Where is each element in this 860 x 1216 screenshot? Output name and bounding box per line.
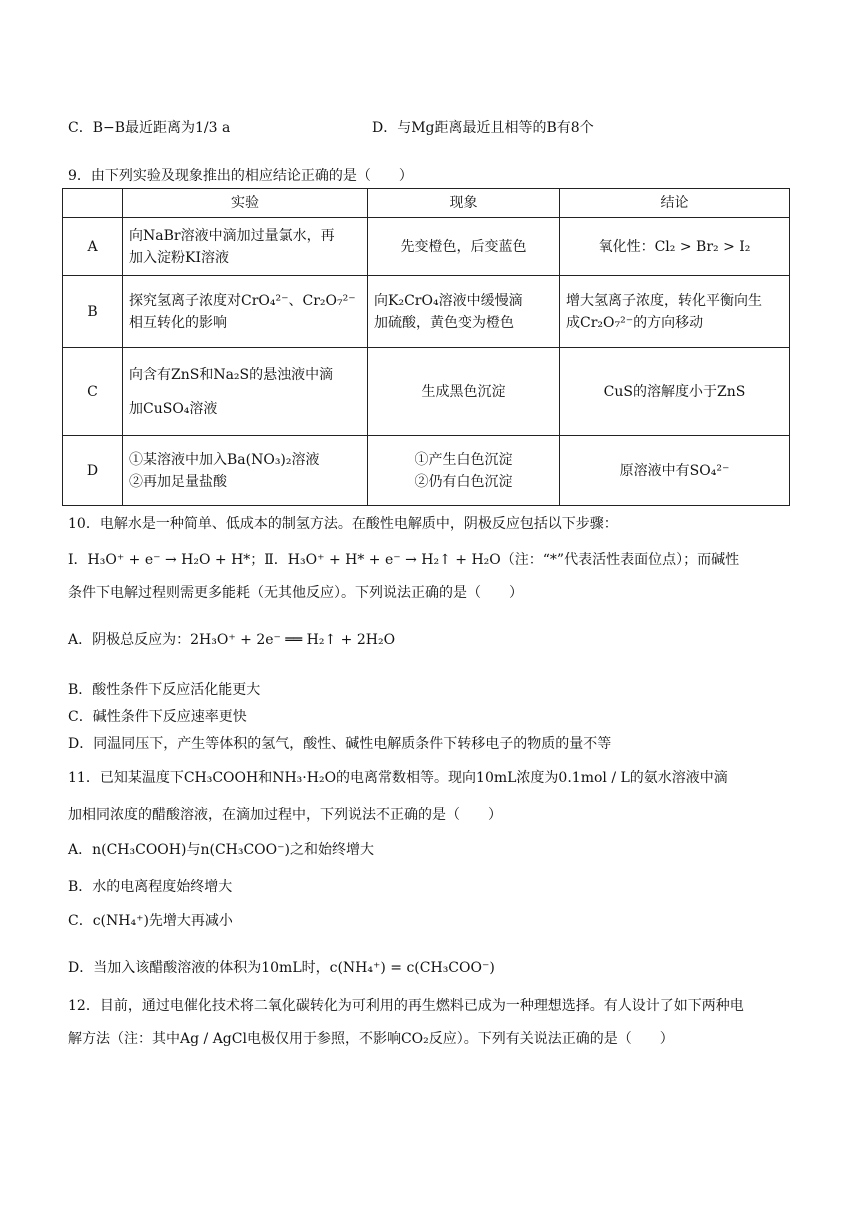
row-label: A	[63, 218, 123, 276]
cell-line: 成Cr₂O₇²⁻的方向移动	[566, 314, 704, 331]
q11-option-b: B．水的电离程度始终增大	[68, 879, 233, 895]
cell-line: 向含有ZnS和Na₂S的悬浊液中滴	[129, 366, 334, 383]
cell-line: 向K₂CrO₄溶液中缓慢滴	[374, 292, 523, 309]
cell-line: 先变橙色，后变蓝色	[400, 238, 527, 255]
conclusion-cell	[560, 276, 790, 348]
q10-stem-line2: Ⅰ．H₃O⁺ + e⁻ → H₂O + H*；Ⅱ．H₃O⁺ + H* + e⁻ → H₂↑ + H₂O（注：“*”代表活性表面位点）；而碱性	[68, 552, 740, 568]
cell-line: ②仍有白色沉淀	[414, 473, 513, 490]
cell-line: 相互转化的影响	[129, 314, 227, 331]
cell-line: 加入淀粉KI溶液	[129, 249, 229, 266]
header-conclusion: 结论	[560, 189, 790, 218]
cell-line: ①产生白色沉淀	[414, 451, 513, 468]
header-experiment: 实验	[123, 189, 368, 218]
q11-option-c: C．c(NH₄⁺)先增大再减小	[68, 913, 233, 929]
row-label: B	[63, 276, 123, 348]
table-row	[63, 218, 790, 276]
q10-option-c: C．碱性条件下反应速率更快	[68, 709, 247, 725]
q11-option-a: A．n(CH₃COOH)与n(CH₃COO⁻)之和始终增大	[68, 842, 374, 858]
q10-stem-line1: 10．电解水是一种简单、低成本的制氢方法。在酸性电解质中，阴极反应包括以下步骤：	[68, 516, 618, 532]
q12-stem-line2: 解方法（注：其中Ag / AgCl电极仅用于参照，不影响CO₂反应）。下列有关说法正确的是（ ）	[68, 1031, 674, 1047]
q12-stem-line1: 12．目前，通过电催化技术将二氧化碳转化为可利用的再生燃料已成为一种理想选择。有人设计了如下两种电	[68, 998, 744, 1014]
header-phenomenon: 现象	[368, 189, 560, 218]
cell-line: ①某溶液中加入Ba(NO₃)₂溶液	[129, 451, 320, 468]
experiment-cell	[123, 276, 368, 348]
cell-line: 探究氢离子浓度对CrO₄²⁻、Cr₂O₇²⁻	[129, 292, 356, 309]
experiment-cell	[123, 218, 368, 276]
q11-stem-line2: 加相同浓度的醋酸溶液，在滴加过程中，下列说法不正确的是（ ）	[68, 807, 502, 823]
q9-stem: 9．由下列实验及现象推出的相应结论正确的是（ ）	[68, 168, 413, 184]
conclusion-cell	[560, 436, 790, 506]
q11-stem-line1: 11．已知某温度下CH₃COOH和NH₃·H₂O的电离常数相等。现向10mL浓度为0.1mol / L的氨水溶液中滴	[68, 770, 728, 786]
option-d-prev: D．与Mg距离最近且相等的B有8个	[372, 120, 594, 136]
experiment-cell	[123, 348, 368, 436]
cell-line: 生成黑色沉淀	[421, 383, 506, 400]
cell-line: 加硫酸，黄色变为橙色	[374, 314, 514, 331]
conclusion-cell	[560, 218, 790, 276]
cell-line: 向NaBr溶液中滴加过量氯水，再	[129, 227, 335, 244]
table-row	[63, 276, 790, 348]
table-header-row	[63, 189, 790, 218]
q11-option-d: D．当加入该醋酸溶液的体积为10mL时，c(NH₄⁺) = c(CH₃COO⁻)	[68, 960, 495, 976]
cell-line: 氧化性：Cl₂ > Br₂ > I₂	[598, 238, 751, 255]
q10-option-d: D．同温同压下，产生等体积的氢气，酸性、碱性电解质条件下转移电子的物质的量不等	[68, 736, 612, 752]
cell-line: 增大氢离子浓度，转化平衡向生	[566, 292, 762, 309]
cell-line: 加CuSO₄溶液	[129, 400, 218, 417]
table-row	[63, 436, 790, 506]
phenomenon-cell	[368, 276, 560, 348]
row-label: C	[63, 348, 123, 436]
conclusion-cell	[560, 348, 790, 436]
table-row	[63, 348, 790, 436]
phenomenon-cell	[368, 218, 560, 276]
q9-table	[62, 188, 790, 506]
row-label: D	[63, 436, 123, 506]
header-blank	[63, 189, 123, 218]
experiment-cell	[123, 436, 368, 506]
q10-stem-line3: 条件下电解过程则需更多能耗（无其他反应）。下列说法正确的是（ ）	[68, 585, 523, 601]
option-c-prev: C．B−B最近距离为1/3 a	[68, 120, 231, 136]
q10-option-a: A．阴极总反应为：2H₃O⁺ + 2e⁻ ══ H₂↑ + 2H₂O	[68, 632, 396, 648]
phenomenon-cell	[368, 436, 560, 506]
phenomenon-cell	[368, 348, 560, 436]
cell-line: ②再加足量盐酸	[129, 473, 227, 490]
cell-line: CuS的溶解度小于ZnS	[603, 383, 746, 400]
q10-option-b: B．酸性条件下反应活化能更大	[68, 682, 261, 698]
cell-line: 原溶液中有SO₄²⁻	[619, 462, 730, 479]
